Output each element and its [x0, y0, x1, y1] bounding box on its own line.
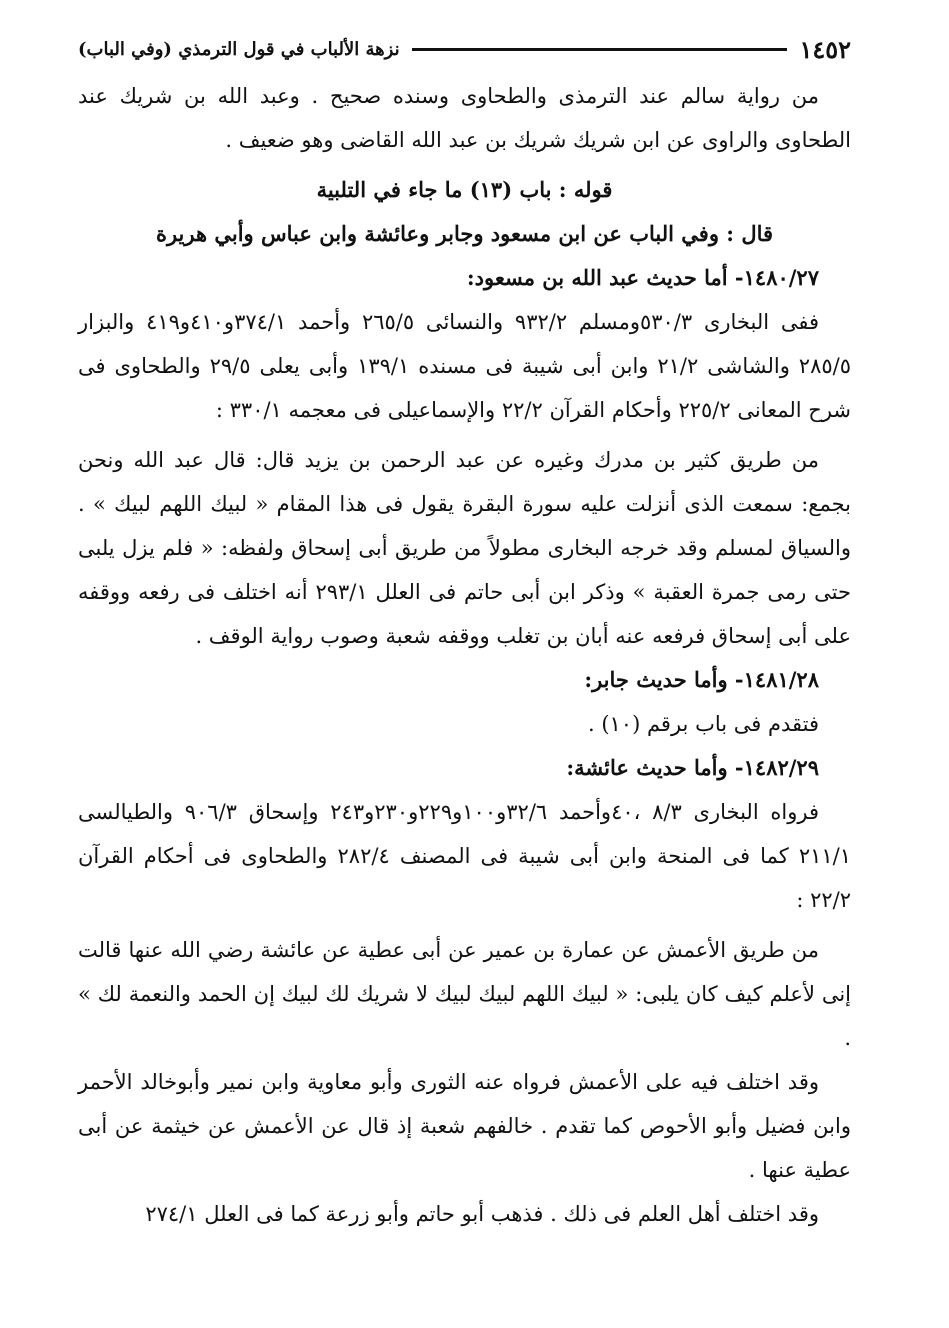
section-heading-ibn-masud: ١٤٨٠/٢٧- أما حديث عبد الله بن مسعود:: [466, 265, 819, 290]
paragraph-scholars-disagreement: وقد اختلف أهل العلم فى ذلك . فذهب أبو حاتم وأبو زرعة كما فى العلل ٢٧٤/١: [145, 1202, 819, 1226]
paragraph-ibn-masud-chain: من طريق كثير بن مدرك وغيره عن عبد الرحمن بن يزيد قال: قال عبد الله ونحن بجمع: سمعت الذى أنزلت عليه سورة البقرة يقول فى هذا المقام « لبيك اللهم لبيك » . والسياق لمسلم وقد خرجه البخارى مطولاً من طريق أبى إسحاق ولفظه: « فلم يزل يلبى حتى رمى جمرة العقبة » وذكر ابن أبى حاتم فى العلل ٢٩٣/١ أنه اختلف فى رفعه ووقفه على أبى إسحاق فرفعه عنه أبان بن تغلب ووقفه شعبة وصوب رواية الوقف .: [78, 448, 851, 648]
paragraph-ibn-masud-sources: ففى البخارى ٥٣٠/٣ومسلم ٩٣٢/٢ والنسائى ٢٦٥/٥ وأحمد ٣٧٤/١و٤١٠و٤١٩ والبزار ٢٨٥/٥ والشاشى ٢١/٢ وابن أبى شيبة فى مسنده ١٣٩/١ وأبى يعلى ٢٩/٥ والطحاوى فى شرح المعانى ٢٢٥/٢ وأحكام القرآن ٢٢/٢ والإسماعيلى فى معجمه ٣٣٠/١ :: [78, 310, 851, 422]
paragraph-salim-narration: من رواية سالم عند الترمذى والطحاوى وسنده صحيح . وعبد الله بن شريك عند الطحاوى والراوى عن ابن شريك شريك بن عبد الله القاضى وهو ضعيف .: [78, 84, 851, 152]
section-heading-aisha: ١٤٨٢/٢٩- وأما حديث عائشة:: [566, 755, 819, 780]
chapter-subheading: قال : وفي الباب عن ابن مسعود وجابر وعائشة وابن عباس وأبي هريرة: [155, 221, 774, 246]
header-rule: [412, 48, 788, 51]
page-header: [78, 34, 851, 64]
running-title: نزهة الألباب في قول الترمذي (وفي الباب): [78, 38, 400, 60]
section-heading-jabir: ١٤٨١/٢٨- وأما حديث جابر:: [584, 667, 819, 692]
paragraph-aisha-disagreement: وقد اختلف فيه على الأعمش فرواه عنه الثورى وأبو معاوية وابن نمير وأبوخالد الأحمر وابن فضيل وأبو الأحوص كما تقدم . خالفهم شعبة إذ قال عن الأعمش عن خيثمة عن أبى عطية عنها .: [78, 1070, 851, 1182]
paragraph-jabir: فتقدم فى باب برقم (١٠) .: [587, 712, 819, 736]
chapter-heading: قوله : باب (١٣) ما جاء في التلبية: [316, 177, 613, 202]
page-number: ١٤٥٢: [799, 34, 851, 64]
paragraph-aisha-chain: من طريق الأعمش عن عمارة بن عمير عن أبى عطية عن عائشة رضي الله عنها قالت إنى لأعلم كيف كان يلبى: « لبيك اللهم لبيك لبيك لا شريك لك لبيك إن الحمد والنعمة لك » .: [78, 938, 851, 1050]
paragraph-aisha-sources: فرواه البخارى ٨/٣ ،٤٠وأحمد ٣٢/٦و١٠٠و٢٢٩و٢٣٠و٢٤٣ وإسحاق ٩٠٦/٣ والطيالسى ٢١١/١ كما فى المنحة وابن أبى شيبة فى المصنف ٢٨٢/٤ والطحاوى فى أحكام القرآن ٢٢/٢ :: [78, 800, 852, 912]
